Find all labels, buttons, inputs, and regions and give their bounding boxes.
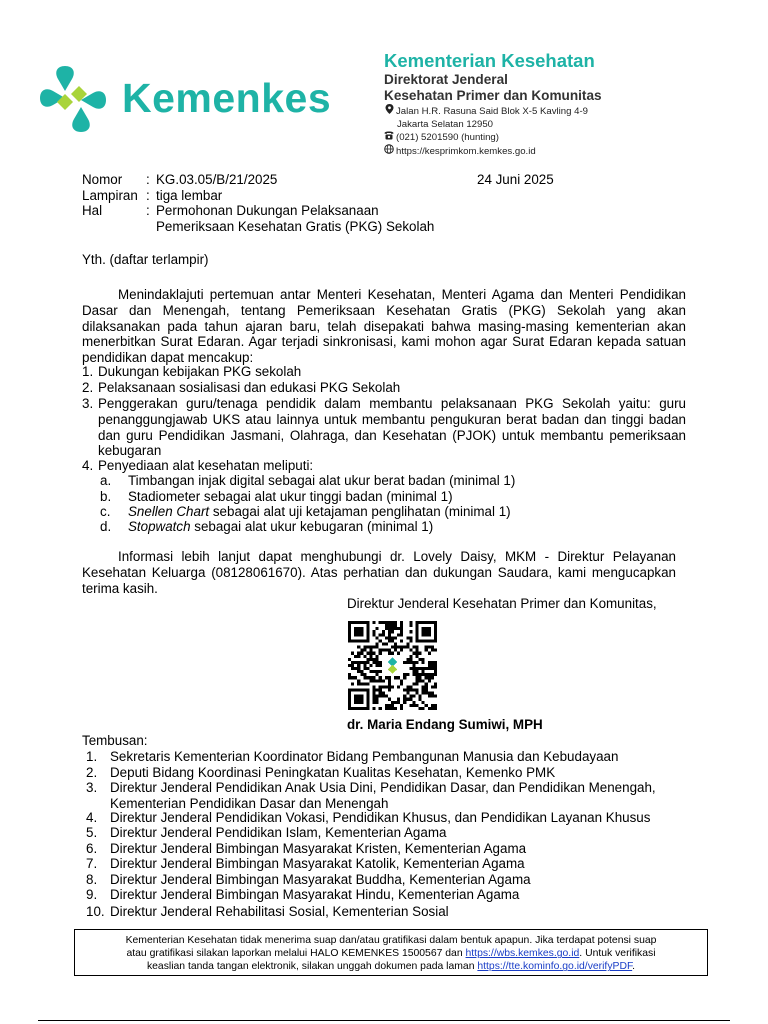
location-icon: [384, 104, 394, 118]
cc-text: Direktur Jenderal Bimbingan Masyarakat Hindu, Kementerian Agama: [110, 887, 520, 902]
cc-number: 8.: [86, 872, 98, 887]
qr-code-icon: [348, 621, 437, 710]
list-item: [82, 380, 686, 396]
directorate-line1: Direktorat Jenderal: [384, 72, 508, 87]
colon: :: [146, 172, 150, 187]
signatory-title: Direktur Jenderal Kesehatan Primer dan Komunitas,: [347, 596, 657, 611]
cc-text: Direktur Jenderal Bimbingan Masyarakat Katolik, Kementerian Agama: [110, 856, 525, 871]
cc-item: [86, 841, 706, 857]
sub-item-plain: sebagai alat uji ketajaman penglihatan (minimal 1): [209, 504, 511, 519]
website-row: [384, 144, 744, 158]
nomor-value: KG.03.05/B/21/2025: [156, 172, 278, 187]
kemenkes-logo-icon: [38, 64, 108, 134]
hal-row-2: [156, 219, 434, 235]
cc-item: [86, 825, 706, 841]
kemenkes-wordmark: Kemenkes: [122, 75, 332, 121]
notice-line3: [85, 960, 697, 973]
notice-line2: [85, 947, 697, 960]
directorate-line2: Kesehatan Primer dan Komunitas: [384, 88, 602, 103]
cc-item: [86, 810, 706, 826]
notice-line2-suffix: . Untuk verifikasi: [579, 948, 656, 960]
sub-item-letter: a.: [100, 473, 112, 488]
cc-item: [86, 904, 706, 920]
anti-bribery-notice: [74, 929, 708, 976]
notice-line3-suffix: .: [632, 961, 636, 973]
phone-row: [384, 131, 744, 144]
address-row: [384, 104, 744, 118]
sub-item-italic: Snellen Chart: [128, 504, 210, 519]
letterhead-org-block: [384, 50, 744, 158]
cc-text: Deputi Bidang Koordinasi Peningkatan Kualitas Kesehatan, Kemenko PMK: [110, 765, 556, 780]
phone-icon: [384, 131, 394, 144]
hal-value-line1: Permohonan Dukungan Pelaksanaan: [156, 203, 379, 218]
hal-label: Hal: [82, 203, 103, 218]
nomor-label: Nomor: [82, 172, 123, 187]
nomor-row: [82, 172, 277, 188]
cc-number: 6.: [86, 841, 98, 856]
signatory-name: dr. Maria Endang Sumiwi, MPH: [347, 717, 543, 732]
list-item: [82, 458, 686, 474]
sub-item-text: [128, 489, 453, 505]
website-url[interactable]: https://kesprimkom.kemkes.go.id: [396, 145, 536, 157]
sub-item-plain: Stadiometer sebagai alat ukur tinggi badan (minimal 1): [128, 489, 453, 504]
cc-text: Sekretaris Kementerian Koordinator Bidang Pembangunan Manusia dan Kebudayaan: [110, 749, 619, 764]
sub-list-item: [100, 489, 686, 505]
sub-list-item: [100, 473, 686, 489]
list-item-text: Pelaksanaan sosialisasi dan edukasi PKG Sekolah: [98, 380, 401, 395]
sub-item-text: [128, 504, 511, 520]
address-row-2: [384, 118, 744, 131]
cc-item: [86, 887, 706, 903]
org-name: Kementerian Kesehatan: [384, 50, 595, 71]
list-item-number: 4.: [82, 458, 94, 473]
sub-list-item: [100, 504, 686, 520]
closing-paragraph: Informasi lebih lanjut dapat menghubungi dr. Lovely Daisy, MKM - Direktur Pelayanan Kesehatan Keluarga (08128061670). Atas perhatian dan dukungan Saudara, kami mengucapkan terima kasih.: [82, 549, 676, 596]
cc-number: 1.: [86, 749, 98, 764]
sub-item-letter: c.: [100, 504, 111, 519]
cc-number: 5.: [86, 825, 98, 840]
cc-text: Direktur Jenderal Pendidikan Islam, Kementerian Agama: [110, 825, 447, 840]
bottom-divider: [38, 1020, 730, 1021]
lampiran-row: [82, 188, 222, 204]
list-item-text: Penyediaan alat kesehatan meliputi:: [98, 458, 314, 473]
cc-item: [86, 856, 706, 872]
cc-number: 9.: [86, 887, 98, 902]
list-item-number: 3.: [82, 396, 94, 411]
cc-text: Direktur Jenderal Bimbingan Masyarakat Buddha, Kementerian Agama: [110, 872, 531, 887]
recipient: Yth. (daftar terlampir): [82, 252, 209, 267]
cc-number: 7.: [86, 856, 98, 871]
cc-item: [86, 872, 706, 888]
letter-date: 24 Juni 2025: [477, 172, 554, 187]
cc-text: Direktur Jenderal Pendidikan Anak Usia Dini, Pendidikan Dasar, dan Pendidikan Menengah, Kementerian Pendidikan Dasar dan Menengah: [110, 780, 656, 811]
cc-text: Direktur Jenderal Pendidikan Vokasi, Pendidikan Khusus, dan Pendidikan Layanan Khusus: [110, 810, 651, 825]
lampiran-value: tiga lembar: [156, 188, 223, 203]
hal-value-line2: Pemeriksaan Kesehatan Gratis (PKG) Sekolah: [156, 219, 435, 234]
notice-line2-text: atau gratifikasi silakan laporkan melalui HALO KEMENKES 1500567 dan: [126, 948, 466, 960]
notice-line3-text: keaslian tanda tangan elektronik, silakan unggah dokumen pada laman: [146, 961, 478, 973]
phone-number: (021) 5201590 (hunting): [396, 132, 499, 143]
globe-icon: [384, 144, 394, 158]
tembusan-label: Tembusan:: [82, 733, 148, 748]
sub-item-italic: Stopwatch: [128, 519, 191, 534]
sub-item-text: [128, 519, 433, 535]
sub-list-item: [100, 519, 686, 535]
sub-item-text: [128, 473, 515, 489]
lampiran-label: Lampiran: [82, 188, 138, 203]
sub-item-plain: Timbangan injak digital sebagai alat ukur berat badan (minimal 1): [128, 473, 516, 488]
address-line2: Jakarta Selatan 12950: [397, 119, 494, 130]
verify-pdf-link[interactable]: https://tte.kominfo.go.id/verifyPDF: [477, 961, 633, 973]
list-item-number: 1.: [82, 364, 94, 379]
colon: :: [146, 203, 150, 218]
list-item-text: Penggerakan guru/tenaga pendidik dalam membantu pelaksanaan PKG Sekolah yaitu: guru penanggungjawab UKS atau lainnya untuk membantu pengukuran berat badan dan tinggi badan dan guru Pendidikan Jasmani, Olahraga, dan Kesehatan (PJOK) untuk membantu pemeriksaan kebugaran: [98, 396, 686, 459]
cc-text: Direktur Jenderal Bimbingan Masyarakat Kristen, Kementerian Agama: [110, 841, 527, 856]
list-item-number: 2.: [82, 380, 94, 395]
list-item: [82, 364, 686, 380]
cc-item: [86, 765, 706, 781]
cc-number: 10.: [86, 904, 105, 919]
cc-number: 2.: [86, 765, 98, 780]
sub-item-plain: sebagai alat ukur kebugaran (minimal 1): [190, 519, 434, 534]
sub-item-letter: d.: [100, 519, 112, 534]
wbs-link[interactable]: https://wbs.kemkes.go.id: [465, 948, 580, 960]
cc-item: [86, 780, 706, 812]
sub-item-letter: b.: [100, 489, 112, 504]
cc-number: 3.: [86, 780, 98, 795]
list-item-text: Dukungan kebijakan PKG sekolah: [98, 364, 302, 379]
address-line1: Jalan H.R. Rasuna Said Blok X-5 Kavling 4-9: [396, 105, 588, 117]
hal-row: [82, 203, 379, 219]
notice-line1: Kementerian Kesehatan tidak menerima suap dan/atau gratifikasi dalam bentuk apapun. Jika terdapat potensi suap: [125, 935, 657, 946]
cc-item: [86, 749, 706, 765]
cc-number: 4.: [86, 810, 98, 825]
colon: :: [146, 188, 150, 203]
intro-paragraph: Menindaklajuti pertemuan antar Menteri Kesehatan, Menteri Agama dan Menteri Pendidikan Dasar dan Menengah, tentang Pemeriksaan Kesehatan Gratis (PKG) Sekolah yang akan dilaksanakan pada tahun ajaran baru, telah disepakati bahwa masing-masing kementerian akan menerbitkan Surat Edaran. Agar terjadi sinkronisasi, kami mohon agar Surat Edaran kepada satuan pendidikan dapat mencakup:: [82, 287, 686, 366]
list-item: [82, 396, 686, 459]
cc-text: Direktur Jenderal Rehabilitasi Sosial, Kementerian Sosial: [110, 904, 449, 919]
